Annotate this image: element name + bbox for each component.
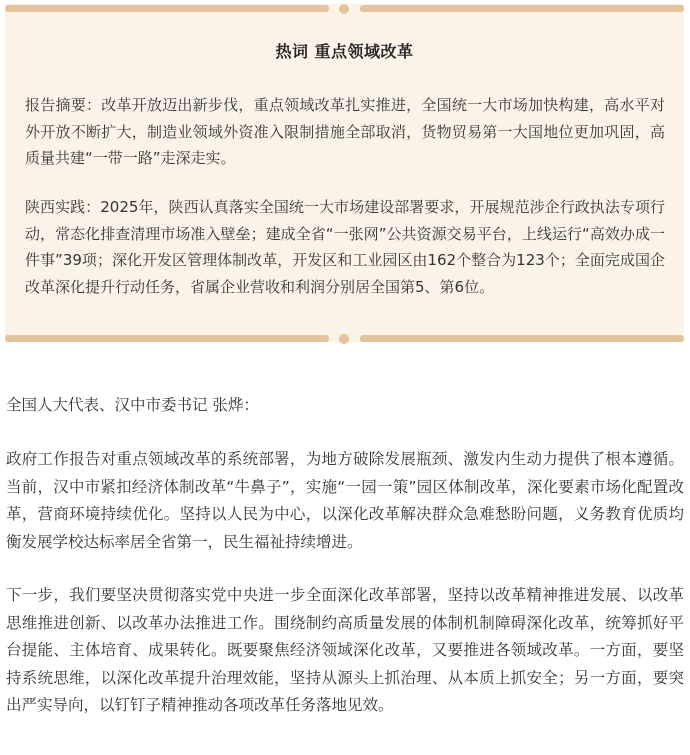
decoration-bar-left: [5, 335, 329, 342]
top-decoration: [5, 4, 684, 14]
shaanxi-practice: 陕西实践：2025年，陕西认真落实全国统一大市场建设部署要求，开展规范涉企行政执法专项行动，常态化排查清理市场准入壁垒；建成全省“一张网”公共资源交易平台，上线运行“高效办成一件事”39项；深化开发区管理体制改革，开发区和工业园区由162个整合为123个；全面完成国企改革深化提升行动任务，省属企业营收和利润分别居全国第5、第6位。: [25, 198, 665, 296]
decoration-dot: [339, 334, 349, 344]
decoration-bar-left: [5, 5, 329, 12]
article-paragraph: 政府工作报告对重点领域改革的系统部署，为地方破除发展瓶颈、激发内生动力提供了根本遵循。当前，汉中市紧扣经济体制改革“牛鼻子”，实施“一园一策”园区体制改革，深化要素市场化配置改革，营商环境持续优化。坚持以人民为中心，以深化改革解决群众急难愁盼问题，义务教育优质均衡发展学校达标率居全省第一，民生福祉持续增进。: [6, 450, 684, 551]
decoration-dot: [339, 4, 349, 14]
box-title: 热词 重点领域改革: [275, 42, 414, 61]
decoration-bar-right: [360, 5, 684, 12]
bottom-decoration: [5, 334, 684, 344]
report-summary: 报告摘要：改革开放迈出新步伐，重点领域改革扎实推进，全国统一大市场加快构建，高水平对外开放不断扩大，制造业领域外资准入限制措施全部取消，货物贸易第一大国地位更加巩固，高质量共建“一带一路”走深走实。: [25, 96, 665, 167]
decoration-bar-right: [360, 335, 684, 342]
hot-topic-box: [5, 4, 684, 342]
article-paragraph: 下一步，我们要坚决贯彻落实党中央进一步全面深化改革部署，坚持以改革精神推进发展、以改革思维推进创新、以改革办法推进工作。围绕制约高质量发展的体制机制障碍深化改革，统筹抓好平台提能、主体培育、成果转化。既要聚焦经济领域深化改革，又要推进各领域改革。一方面，要坚持系统思维，以深化改革提升治理效能，坚持从源头上抓治理、从本质上抓安全；另一方面，要突出严实导向，以钉钉子精神推动各项改革任务落地见效。: [6, 586, 684, 714]
speaker-line: 全国人大代表、汉中市委书记 张烨：: [6, 396, 259, 414]
